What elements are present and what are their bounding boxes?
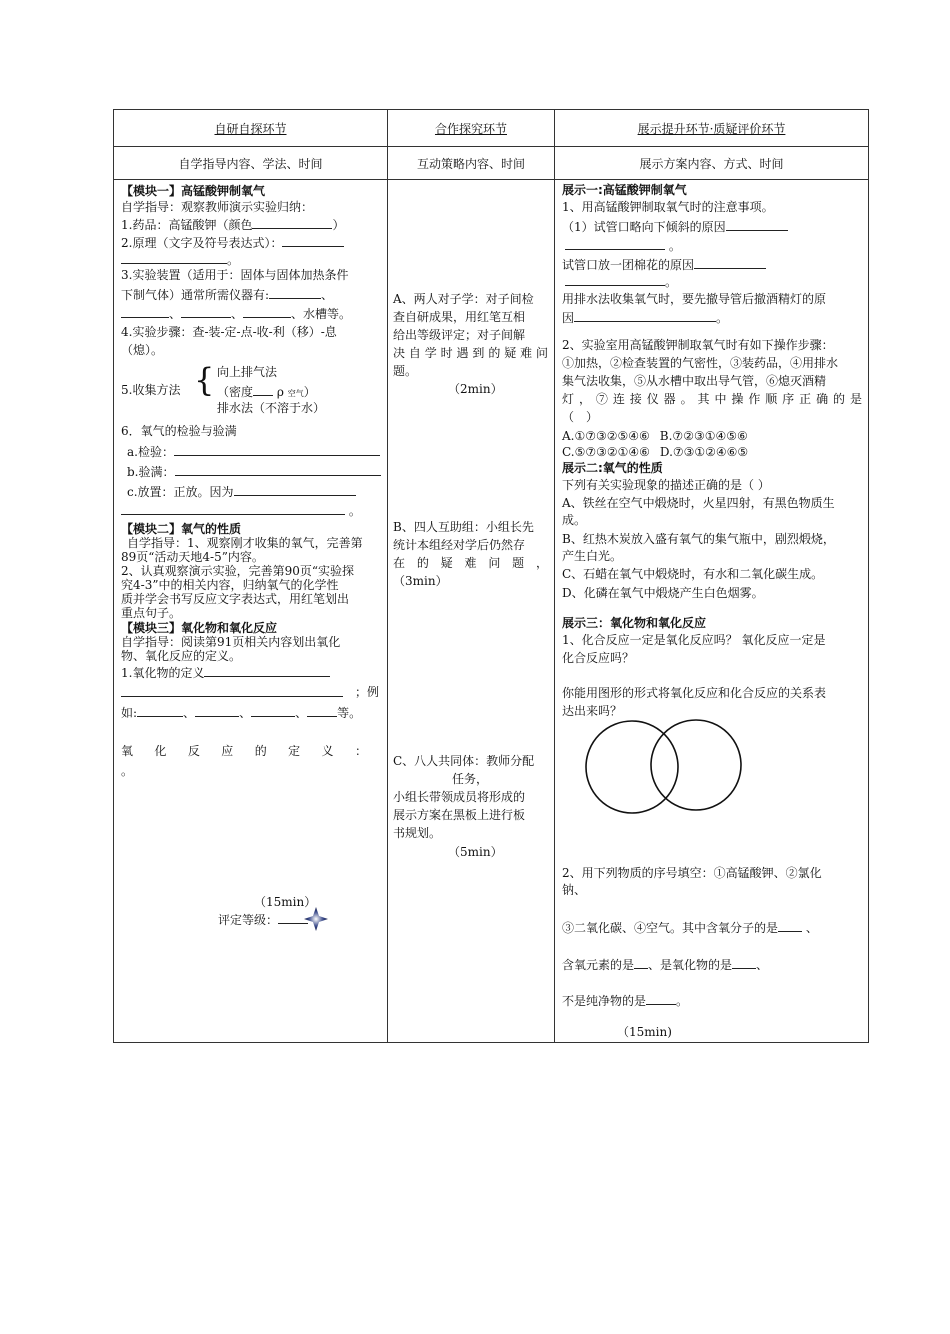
collect-method-label: 5.收集方法 — [121, 383, 181, 397]
blank[interactable] — [694, 256, 766, 269]
collect-density: （密度 ρ 空气） — [217, 385, 316, 399]
blank[interactable] — [204, 664, 330, 677]
group4-time: （3min） — [393, 574, 448, 588]
show1-title: 展示一:高锰酸钾制氧气 — [562, 183, 687, 197]
module2-line6: 重点句子。 — [121, 606, 182, 620]
module1-title: 【模块一】高锰酸钾制氧气 — [121, 184, 266, 198]
blank[interactable] — [121, 684, 343, 697]
group8-line5: 书规划。 — [393, 826, 442, 840]
group4-line3: 在的疑难问题， — [393, 556, 548, 570]
module3-title: 【模块三】氧化物和氧化反应 — [121, 621, 278, 635]
show3-q1-line1: 1、化合反应一定是氧化反应吗？ 氧化反应一定是 — [562, 633, 826, 647]
blank[interactable] — [174, 443, 380, 456]
blank[interactable] — [634, 956, 648, 969]
pair-study-line5: 题。 — [393, 364, 418, 378]
lesson-plan-table — [113, 109, 869, 1043]
module1-item3: 3.实验装置（适用于：固体与固体加热条件 — [121, 268, 349, 282]
show3-title: 展示三：氧化物和氧化反应 — [562, 616, 707, 630]
group8-line4: 展示方案在黑板上进行板 — [393, 808, 526, 822]
blank[interactable] — [175, 463, 381, 476]
venn-circle-right — [651, 720, 741, 810]
venn-circle-left — [586, 721, 678, 813]
presentation-cell — [555, 180, 869, 1043]
lesson-plan-page — [113, 109, 868, 1046]
blank[interactable] — [646, 992, 676, 1005]
module1-item4-cont: （熄）。 — [121, 343, 164, 357]
module1-guide: 自学指导：观察教师演示实验归纳： — [121, 200, 314, 214]
show1-options-cd — [562, 444, 862, 460]
show3-q1-line2: 化合反应吗？ — [562, 651, 635, 665]
show1-q1: 1、用高锰酸钾制取氧气时的注意事项。 — [562, 200, 774, 214]
show2-title: 展示二:氧气的性质 — [562, 461, 663, 475]
pair-study-line4: 决自学时遇到的疑难问 — [393, 346, 548, 360]
module2-line3: 2、认真观察演示实验，完善第90页“实验探 — [121, 564, 355, 578]
blank[interactable] — [121, 305, 169, 318]
test-line: a.检验： — [127, 443, 381, 460]
full-test-line: b.验满： — [127, 463, 381, 480]
show1-q1-b-cont: 。 — [562, 273, 862, 290]
show3-q2-line3: ③二氧化碳、④空气。其中含氧分子的是 、 — [562, 921, 818, 935]
venn-diagram — [583, 718, 747, 814]
blank[interactable] — [251, 704, 295, 717]
show2-option-c: C、石蜡在氧气中煅烧时，有水和二氧化碳生成。 — [562, 567, 824, 581]
collect-water: 排水法（不溶于水） — [217, 401, 326, 415]
blank[interactable] — [778, 919, 802, 932]
subheader-col1: 自学指导内容、学法、时间 — [114, 147, 388, 180]
show3-q1-line3: 你能用图形的形式将氧化反应和化合反应的关系表 — [562, 686, 827, 700]
oxidation-definition-end: 。 — [121, 764, 134, 778]
placement-line: c.放置：正放。因为 — [127, 483, 381, 500]
show2-option-b: B、红热木炭放入盛有氧气的集气瓶中，剧烈煅烧， — [562, 532, 835, 546]
show1-q1-b: 试管口放一团棉花的原因 — [562, 256, 862, 273]
module2-line1: 自学指导：1、观察刚才收集的氧气，完善第 — [127, 536, 363, 550]
blank[interactable] — [195, 704, 239, 717]
group4-line1: B、四人互助组：小组长先 — [393, 520, 534, 534]
show1-q2-line3: 集气法收集，⑤从水槽中取出导气管，⑥熄灭酒精 — [562, 374, 827, 388]
blank[interactable] — [282, 234, 344, 247]
option-c[interactable]: C.⑤⑦③②①④⑥ — [562, 445, 650, 459]
group8-line3: 小组长带领成员将形成的 — [393, 790, 526, 804]
pair-study-time: （2min） — [448, 382, 503, 396]
module1-item2-cont: 。 — [121, 251, 381, 268]
option-d[interactable]: D.⑦③①②④⑥⑤ — [659, 445, 749, 459]
module2-line5: 质并学会书写反应文字表达式，用红笔划出 — [121, 592, 350, 606]
col3-time: （15min) — [617, 1025, 672, 1039]
module1-item3-cont: 下制气体）通常所需仪器有: 、 — [121, 288, 334, 302]
col1-time: （15min） — [254, 895, 317, 909]
header-col2: 合作探究环节 — [388, 110, 555, 147]
blank[interactable] — [732, 956, 756, 969]
module1-item1: 1.药品：高锰酸钾（颜色 ） — [121, 218, 345, 232]
module1-item4: 4.实验步骤：查-装-定-点-收-利（移）-息 — [121, 325, 337, 339]
show1-q2-line4: 灯，⑦连接仪器。其中操作顺序正确的是 — [562, 392, 862, 406]
header-col1: 自研自探环节 — [114, 110, 388, 147]
collect-upward: 向上排气法 — [217, 365, 278, 379]
pair-study-line1: A、两人对子学：对子间检 — [393, 292, 534, 306]
group8-time: （5min） — [448, 845, 503, 859]
show1-q2-line2: ①加热，②检查装置的气密性，③装药品，④用排水 — [562, 356, 839, 370]
oxide-definition-label: 1.氧化物的定义 — [121, 664, 381, 681]
group4-line2: 统计本组经对学后仍然存 — [393, 538, 526, 552]
blank[interactable] — [574, 309, 716, 322]
blank[interactable] — [121, 251, 227, 264]
pair-study-line3: 给出等级评定；对子间解 — [393, 328, 526, 342]
blank[interactable] — [565, 273, 665, 286]
show1-q2-paren: （ ） — [562, 410, 599, 424]
show1-q1-a-cont: 。 — [562, 237, 862, 254]
show3-q2-line1: 2、用下列物质的序号填空：①高锰酸钾、②氯化 — [562, 866, 822, 880]
show3-q2-line2: 钠、 — [562, 883, 587, 897]
blank[interactable] — [181, 305, 231, 318]
subheader-col3: 展示方案内容、方式、时间 — [555, 147, 869, 180]
star-icon — [303, 906, 329, 932]
self-study-cell — [114, 180, 388, 1043]
option-a[interactable]: A.①⑦③②⑤④⑥ — [562, 429, 650, 443]
pair-study-line2: 查自研成果，用红笔互相 — [393, 310, 526, 324]
module3-line2: 物、氧化反应的定义。 — [121, 649, 242, 663]
module3-line1: 自学指导：阅读第91页相关内容划出氧化 — [121, 635, 341, 649]
show3-q2-line5: 不是纯净物的是 。 — [562, 994, 689, 1008]
subheader-col2: 互动策略内容、时间 — [388, 147, 555, 180]
show3-q2-line4: 含氧元素的是 、是氧化物的是 、 — [562, 958, 769, 972]
show2-option-d: D、化磷在氧气中煅烧产生白色烟雾。 — [562, 586, 764, 600]
show2-option-a: A、铁丝在空气中煅烧时，火星四射，有黑色物质生 — [562, 496, 835, 510]
cooperative-cell — [388, 180, 555, 1043]
show2-option-a-cont: 成。 — [562, 513, 587, 527]
show1-q1-c-cont: 因 。 — [562, 311, 729, 325]
blank[interactable] — [121, 502, 345, 515]
header-col3: 展示提升环节·质疑评价环节 — [555, 110, 869, 147]
oxide-examples: 如: 、 、 、 等。 — [121, 706, 362, 720]
blank[interactable] — [253, 383, 273, 396]
grade-label: 评定等级： — [218, 911, 381, 928]
module1-item3-instruments: 、 、 、水槽等。 — [121, 305, 381, 322]
placement-cont: 。 — [121, 502, 381, 519]
brace-icon: { — [194, 361, 215, 399]
blank[interactable] — [234, 483, 356, 496]
blank[interactable] — [726, 218, 788, 231]
blank[interactable] — [269, 286, 321, 299]
option-b[interactable]: B.⑦②③①④⑤⑥ — [659, 429, 748, 443]
show1-q1-a: （1）试管口略向下倾斜的原因 — [562, 218, 862, 235]
show3-q1-line4: 达出来吗？ — [562, 704, 623, 718]
show1-options-ab — [562, 428, 862, 444]
blank[interactable] — [137, 704, 183, 717]
module2-line2: 89页“活动天地4-5”内容。 — [121, 550, 264, 564]
show1-q2-line1: 2、实验室用高锰酸钾制取氧气时有如下操作步骤： — [562, 338, 834, 352]
oxidation-definition-label: 氧化反应的定义： — [121, 744, 381, 758]
show2-question: 下列有关实验现象的描述正确的是（ ） — [562, 478, 770, 492]
module1-item2: 2.原理（文字及符号表达式）： — [121, 234, 381, 251]
module1-item6: 6．氧气的检验与验满 — [121, 424, 237, 438]
group8-line1: C、八人共同体：教师分配 — [393, 754, 535, 768]
blank[interactable] — [307, 704, 337, 717]
module2-line4: 究4-3”中的相关内容，归纳氧气的化学性 — [121, 578, 339, 592]
show2-option-b-cont: 产生白光。 — [562, 549, 623, 563]
module2-title: 【模块二】氧气的性质 — [121, 522, 242, 536]
group8-line2: 任务， — [452, 772, 489, 786]
oxide-definition-cont: ；例 — [121, 684, 381, 701]
blank[interactable] — [252, 216, 332, 229]
blank[interactable] — [243, 305, 291, 318]
blank[interactable] — [565, 237, 665, 250]
show1-q1-c: 用排水法收集氧气时，要先撤导管后撤酒精灯的原 — [562, 292, 827, 306]
